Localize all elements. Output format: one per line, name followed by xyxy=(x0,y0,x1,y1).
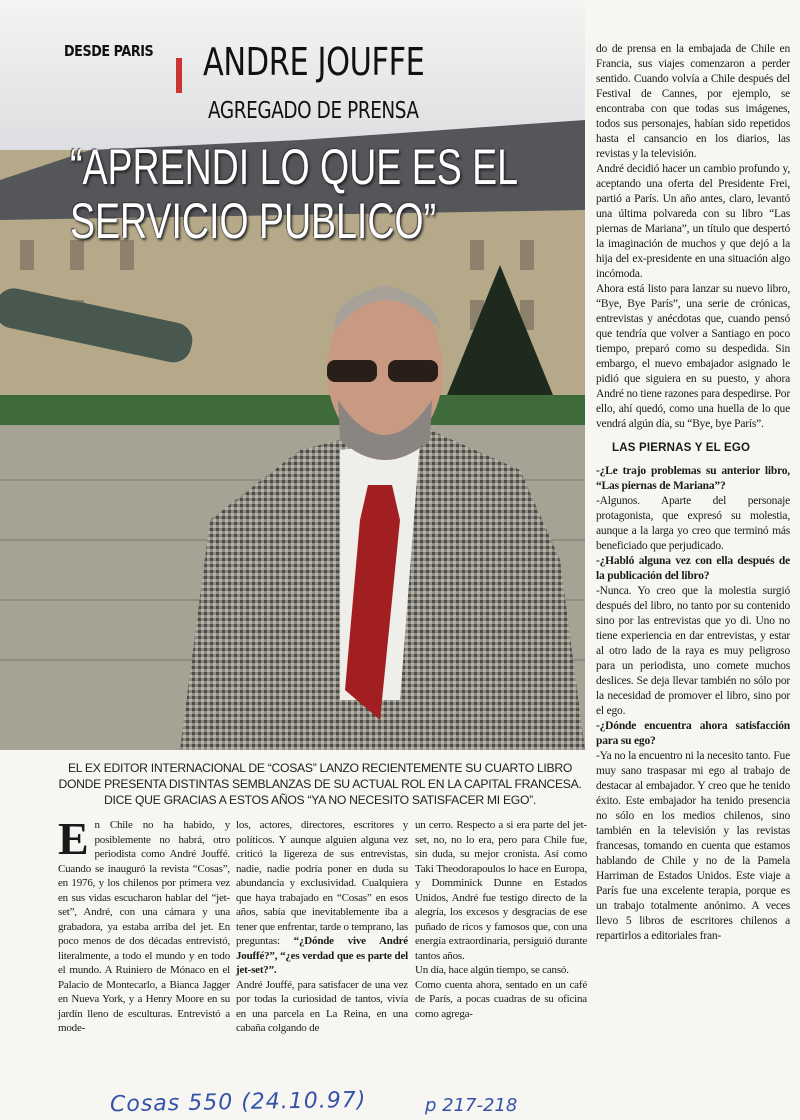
body-column-1 xyxy=(58,813,230,1036)
paragraph: Como cuenta ahora, sentado en un café de París, a pocas cuadras de su oficina como agrega- xyxy=(415,978,587,1020)
paragraph: n Chile no ha habido, y posiblemente no habrá, otro periodista como André Jouffé. Cuando se inauguró la revista “Cosas”, en 1976, y los chilenos por primera vez en sus vidas escucharon hablar del “jet-set”, André, con una cámara y una grabadora, ya estaba arriba del jet. En poco menos de dos décadas entrevistó, literalmente, a todo el mundo y en todo el mundo. A Ruiniero de Mónaco en el Palacio de Montecarlo, a Bianca Jagger en Nueva York, y a Henry Moore en su jardín lleno de esculturas. Entrevistó a mode- xyxy=(58,819,230,1034)
subject-name: ANDRE JOUFFE xyxy=(203,40,425,84)
paragraph: do de prensa en la embajada de Chile en Francia, sus viajes comenzaron a perder sentido. Cuando volvía a Chile después del Festival de Cannes, por ejemplo, se encontraba con que todas sus imágenes, todos sus personajes, habían sido repetidos hasta el cansancio en los diarios, las revistas y la televisión. xyxy=(596,43,790,160)
interview-question: -¿Habló alguna vez con ella después de la publicación del libro? xyxy=(596,555,790,582)
right-column-text xyxy=(596,42,790,432)
paragraph: un cerro. Respecto a si era parte del jet-set, no, no lo era, pero para Chile fue, sin duda, su mejor cronista. Así como Taki Theodorapoulos lo hace en Europa, y Domminick Dunne en Estados Unidos, André fue testigo directo de la alegría, los excesos y desgracias de ese puñado de ricos y famosos que, con una energía extraordinaria, persiguió durante tantos años. xyxy=(415,819,587,962)
handwritten-page-note: p 217-218 xyxy=(425,1095,518,1116)
handwritten-source-note: Cosas 550 (24.10.97) xyxy=(109,1087,367,1118)
body-column-2 xyxy=(236,818,408,1036)
body-column-3 xyxy=(415,818,587,1021)
sunglasses xyxy=(327,360,377,382)
paragraph: los, actores, directores, escritores y políticos. Y aunque alguien alguna vez criticó la ligereza de sus entrevistas, nadie, nadie podría poner en duda su abundancia y exclusividad. Cualquiera que haya trabajado en “Cosas” en esos años, sabía que inevitablemente iba a tener que enfrentar, tarde o temprano, las preguntas: “¿Dónde vive André Jouffé?”, “¿es verdad que es parte del jet-set?”. xyxy=(236,819,408,976)
drop-cap: E xyxy=(58,813,89,864)
paragraph: Ahora está listo para lanzar su nuevo libro, “Bye, Bye París”, una serie de crónicas, entrevistas y anécdotas que, cuando pensó que tendría que volver a Santiago en poco tiempo, preparó como su despedida. Sin embargo, el nuevo embajador asignado le pidió que siguiera en su puesto, y ahora André no tiene razones para despedirse. Por ello, ahí quedó, como una huella de lo que vendrá algún día, su “Bye, bye París”. xyxy=(596,283,790,430)
headline-quote: “APRENDI LO QUE ES EL SERVICIO PUBLICO” xyxy=(70,139,517,249)
deck-caption: EL EX EDITOR INTERNACIONAL DE “COSAS” LANZO RECIENTEMENTE SU CUARTO LIBRO DONDE PRESENTA DISTINTAS SEMBLANZAS DE SU ACTUAL ROL EN LA CAPITAL FRANCESA. DICE QUE GRACIAS A ESTOS AÑOS “YA NO NECESITO SATISFACER MI EGO”. xyxy=(58,761,582,807)
interview-question: -¿Dónde encuentra ahora satisfacción para su ego? xyxy=(596,720,790,747)
right-column xyxy=(596,42,790,944)
interview-answer: -Ya no la encuentro ni la necesito tanto. Fue muy sano traspasar mi ego al trabajo de destacar al embajador. Y creo que he tenido éxito. Este embajador ha tenido presencia no sólo en los medios chilenos, sino también en la televisión y las revistas francesas, tomando en cuenta que estamos hablando de Chile y no de la Pamela Harriman de Estados Unidos. Este viaje a París fue una excelente terapia, porque es un trabajo totalmente anónimo. A veces llevo 5 libros de escritores chilenos a repartirlos a editoriales fran- xyxy=(596,750,790,942)
section-label: DESDE PARIS xyxy=(64,42,154,60)
interview-answer: -Nunca. Yo creo que la molestia surgió después del libro, no tanto por su contenido sino por las entrevistas que yo di. Uno no tiene experiencia en dar entrevistas, y estar al otro lado de la raya es muy peligroso para un periodista, uno comete muchos deslices. Se deja llevar también no sólo por la necesidad de promover el libro, sino por el ego. xyxy=(596,585,790,717)
paragraph: André decidió hacer un cambio profundo y, aceptando una oferta del Presidente Frei, partió a París. Un año antes, claro, levantó una última polvareda con su libro “Las piernas de Mariana”, un título que despertó la imaginación de muchos y que dejó a la hija del ex-presidente en una situación algo incómoda. xyxy=(596,163,790,280)
subject-role: AGREGADO DE PRENSA xyxy=(208,98,419,124)
subheading: LAS PIERNAS Y EL EGO xyxy=(612,442,751,454)
paragraph: André Jouffé, para satisfacer de una vez por todas la curiosidad de tantos, vivía en una parcela en La Reina, en una cabaña colgando de xyxy=(236,978,408,1034)
bold-question: “¿Dónde vive André Jouffé?”, “¿es verdad que es parte del jet-set?”. xyxy=(236,935,408,976)
interview-question: -¿Le trajo problemas su anterior libro, “Las piernas de Mariana”? xyxy=(596,465,790,492)
paragraph: Un día, hace algún tiempo, se cansó. xyxy=(415,964,569,976)
interview-column xyxy=(596,464,790,944)
interview-answer: -Algunos. Aparte del personaje protagonista, que expresó su molestia, aunque a la larga yo creo que terminó más beneficiado que perjudicado. xyxy=(596,495,790,552)
